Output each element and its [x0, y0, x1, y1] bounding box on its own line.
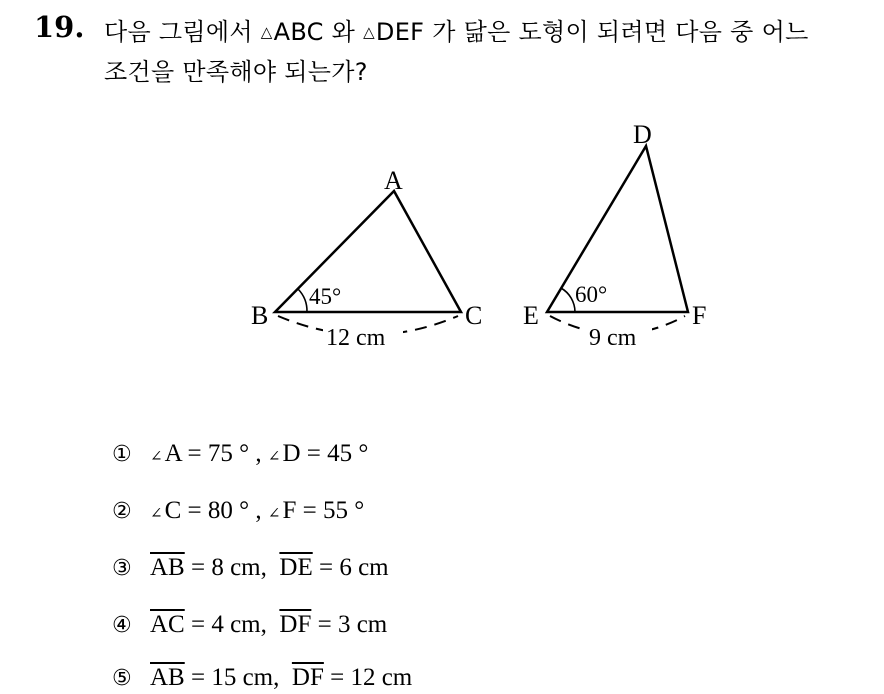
vertex-c-label: C: [465, 301, 483, 330]
segment-label: $\overline{AC}$: [150, 611, 185, 638]
question-line-2: 조건을 만족해야 되는가?: [104, 58, 368, 86]
side-bc-label: 12 cm: [326, 325, 386, 351]
angle-symbol: ∠: [267, 506, 281, 522]
vertex-d-label: D: [633, 120, 652, 149]
choice-text: = 3 cm: [311, 611, 388, 638]
triangle-symbol: △: [363, 23, 375, 41]
triangle-name: ABC: [273, 18, 324, 46]
side-ef-label: 9 cm: [589, 325, 637, 351]
angle-b-arc: [298, 289, 307, 312]
choice-4[interactable]: [112, 611, 387, 639]
choice-text: F = 55 °: [282, 497, 365, 524]
choice-number: ①: [112, 442, 132, 467]
angle-e-arc: [561, 288, 575, 312]
triangle-abc: [275, 191, 461, 312]
choice-text: = 6 cm: [312, 554, 389, 581]
angle-b-label: 45°: [309, 284, 342, 309]
triangle-def: [547, 146, 688, 312]
question-text-part: 가 닮은 도형이 되려면 다음 중 어느: [424, 18, 809, 46]
question-text-part: 와: [323, 18, 364, 46]
choice-number: ②: [112, 499, 132, 524]
choice-text: = 15 cm,: [184, 664, 292, 691]
choice-1[interactable]: [112, 440, 368, 468]
choice-5[interactable]: [112, 664, 412, 692]
choice-text: = 12 cm: [323, 664, 413, 691]
triangle-name: DEF: [375, 18, 425, 46]
vertex-b-label: B: [251, 301, 269, 330]
vertex-f-label: F: [692, 301, 707, 330]
vertex-a-label: A: [384, 166, 403, 195]
choice-number: ④: [112, 613, 132, 638]
segment-label: $\overline{DE}$: [279, 554, 313, 581]
angle-symbol: ∠: [150, 449, 163, 465]
choice-text: A = 75 ° ,: [164, 440, 268, 467]
choice-number: ③: [112, 556, 132, 581]
segment-label: $\overline{DF}$: [291, 664, 324, 691]
question-text-part: 다음 그림에서: [104, 18, 261, 46]
segment-label: $\overline{DF}$: [279, 611, 312, 638]
choice-text: = 4 cm,: [184, 611, 280, 638]
choice-number: ⑤: [112, 666, 132, 691]
choice-text: = 8 cm,: [184, 554, 280, 581]
segment-label: $\overline{AB}$: [150, 554, 185, 581]
angle-symbol: ∠: [267, 449, 281, 465]
question-number: 19.: [34, 10, 85, 44]
choice-text: C = 80 ° ,: [164, 497, 268, 524]
angle-e-label: 60°: [575, 282, 608, 307]
segment-label: $\overline{AB}$: [150, 664, 185, 691]
choice-2[interactable]: [112, 497, 364, 525]
choice-text: D = 45 °: [282, 440, 369, 467]
choice-3[interactable]: [112, 554, 389, 582]
angle-symbol: ∠: [150, 506, 163, 522]
triangle-symbol: △: [260, 23, 273, 41]
vertex-e-label: E: [523, 301, 539, 330]
